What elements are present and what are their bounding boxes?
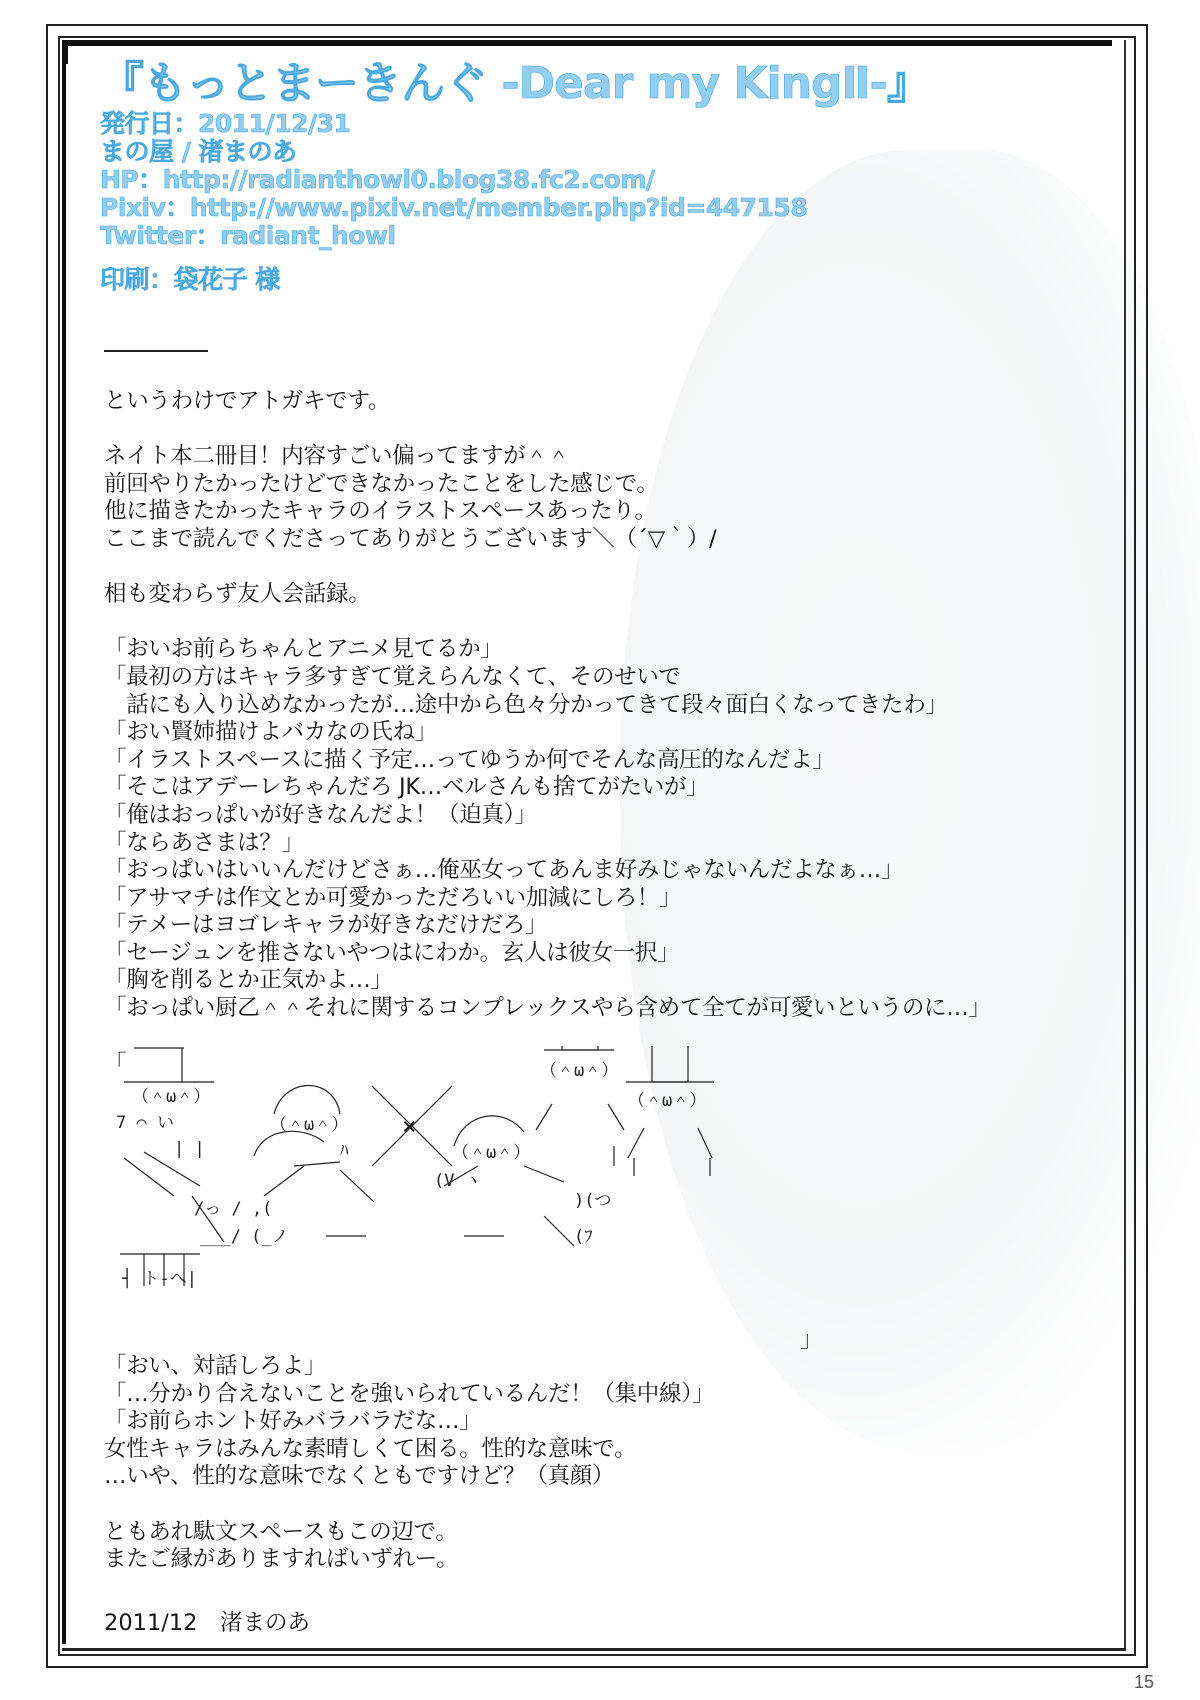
frame-bottom-bar (62, 1648, 1126, 1651)
afterword-text-2 (104, 1353, 1114, 1574)
text-line: 女性キャラはみんな素晴しくて困る。性的な意味で。 (104, 1435, 637, 1462)
aa-open-quote: 「 (104, 1051, 127, 1077)
frame-left-bar (62, 52, 66, 1644)
page-number: 15 (1134, 1672, 1155, 1692)
svg-text:(ﾌ: (ﾌ (574, 1227, 593, 1247)
signature: 2011/12 渚まのあ (104, 1610, 310, 1636)
dialogue-line: 「イラストスペースに描く予定…ってゆうか何でそんな高圧的なんだよ」 (104, 746, 835, 773)
aa-face-4: （＾ω＾） (540, 1061, 619, 1081)
aa-close-quote: 」 (800, 1327, 823, 1353)
svg-text:)(つ: )(つ (574, 1191, 612, 1211)
svg-text:/っ / ,(: /っ / ,( (194, 1199, 273, 1219)
dialogue-line: 「セージュンを推さないやつはにわか。玄人は彼女一択」 (104, 939, 680, 966)
aa-figure-1 (120, 1048, 224, 1286)
text-line: 他に描きたかったキャラのイラストスペースあったり。 (104, 498, 657, 525)
divider (104, 350, 208, 352)
svg-text:___/ (_ノ: ___/ (_ノ (200, 1227, 289, 1247)
svg-text:| |: | | (174, 1139, 205, 1159)
aa-face-1: （＾ω＾） (132, 1087, 211, 1107)
frame-right-bar (1124, 40, 1126, 1650)
dialogue-line: 「おっぱいはいいんだけどさぁ…俺巫女ってあんま好みじゃないんだよなぁ…」 (104, 857, 904, 884)
dialogue-line: 「ならあさまは？」 (104, 829, 304, 856)
dialogue-line: 話にも入り込めなかったが…途中から色々分かってきて段々面白くなってきたわ」 (104, 691, 948, 718)
svg-text:7 ⌒ い: 7 ⌒ い (116, 1113, 174, 1133)
circle-name: まの屋 / 渚まのあ (100, 137, 297, 166)
intro-line: というわけでアトガキです。 (104, 388, 391, 414)
dialogue-line: 「最初の方はキャラ多すぎて覚えらんなくて、そのせいで (104, 663, 681, 690)
dialogue-line: 「おい、対話しろよ」 (104, 1353, 327, 1379)
chat-intro: 相も変わらず友人会話録。 (104, 581, 371, 608)
dialogue-line: 「アサマチは作文とか可愛かっただろいい加減にしろ！」 (104, 884, 682, 911)
dialogue-line: 「おい賢姉描けよバカなの氏ね」 (104, 719, 438, 746)
aa-face-2: （＾ω＾） (270, 1115, 349, 1135)
ascii-art-drawing (104, 1046, 864, 1346)
svg-text:(V ヽ: (V ヽ (434, 1171, 482, 1191)
dialogue-line: 「そこはアデーレちゃんだろ JK…ベルさんも捨てがたいが」 (104, 774, 709, 801)
aa-face-5: （＾ω＾） (628, 1091, 707, 1111)
dialogue-line: 「…分かり合えないことを強いられているんだ！（集中線）」 (104, 1380, 715, 1407)
aa-figure-5 (626, 1046, 714, 1176)
svg-text:ﾊ: ﾊ (340, 1141, 349, 1161)
text-line: ネイト本二冊目！内容すごい偏ってますが＾＾ (104, 443, 570, 470)
text-line: ここまで読んでくださってありがとうございます＼（´▽｀）/ (104, 525, 717, 552)
dialogue-line: 「俺はおっぱいが好きなんだよ！（迫真）」 (104, 801, 537, 828)
printer-credit: 印刷：袋花子 様 (100, 265, 280, 294)
text-line: 前回やりたかったけどできなかったことをした感じで。 (104, 470, 659, 497)
colophon (100, 58, 1100, 294)
closing-line: またご縁がありますればいずれー。 (104, 1546, 459, 1573)
ascii-art-fight (104, 1046, 1114, 1356)
aa-face-3: （＾ω＾） (452, 1143, 531, 1163)
aa-cross: × (402, 1112, 417, 1140)
dialogue-line: 「おいお前らちゃんとアニメ見てるか」 (104, 636, 503, 663)
aa-lower-left: ┤ ト-へ| (122, 1269, 197, 1289)
text-line: …いや、性的な意味でなくともですけど？（真顔） (104, 1463, 615, 1490)
afterword-text (104, 388, 1114, 1023)
dialogue-line: 「おっぱい厨乙＾＾それに関するコンプレックスやら含めて全てが可愛いというのに…」 (104, 995, 991, 1022)
twitter-handle[interactable]: Twitter：radiant_howl (100, 221, 396, 250)
dialogue-line: 「胸を削るとか正気かよ…」 (104, 967, 393, 994)
closing-line: ともあれ駄文スペースもこの辺で。 (104, 1518, 458, 1545)
dialogue-line: 「テメーはヨゴレキャラが好きなだけだろ」 (104, 912, 548, 939)
homepage-link[interactable]: HP：http://radianthowl0.blog38.fc2.com/ (100, 165, 655, 194)
pixiv-link[interactable]: Pixiv：http://www.pixiv.net/member.php?id=447158 (100, 193, 808, 222)
release-date: 発行日：2011/12/31 (100, 109, 351, 138)
book-title: 『もっとまーきんぐ -Dear my KingⅡ-』 (100, 58, 930, 109)
dialogue-line: 「お前らホント好みバラバラだな…」 (104, 1408, 482, 1435)
frame-top-bar (76, 40, 1112, 46)
